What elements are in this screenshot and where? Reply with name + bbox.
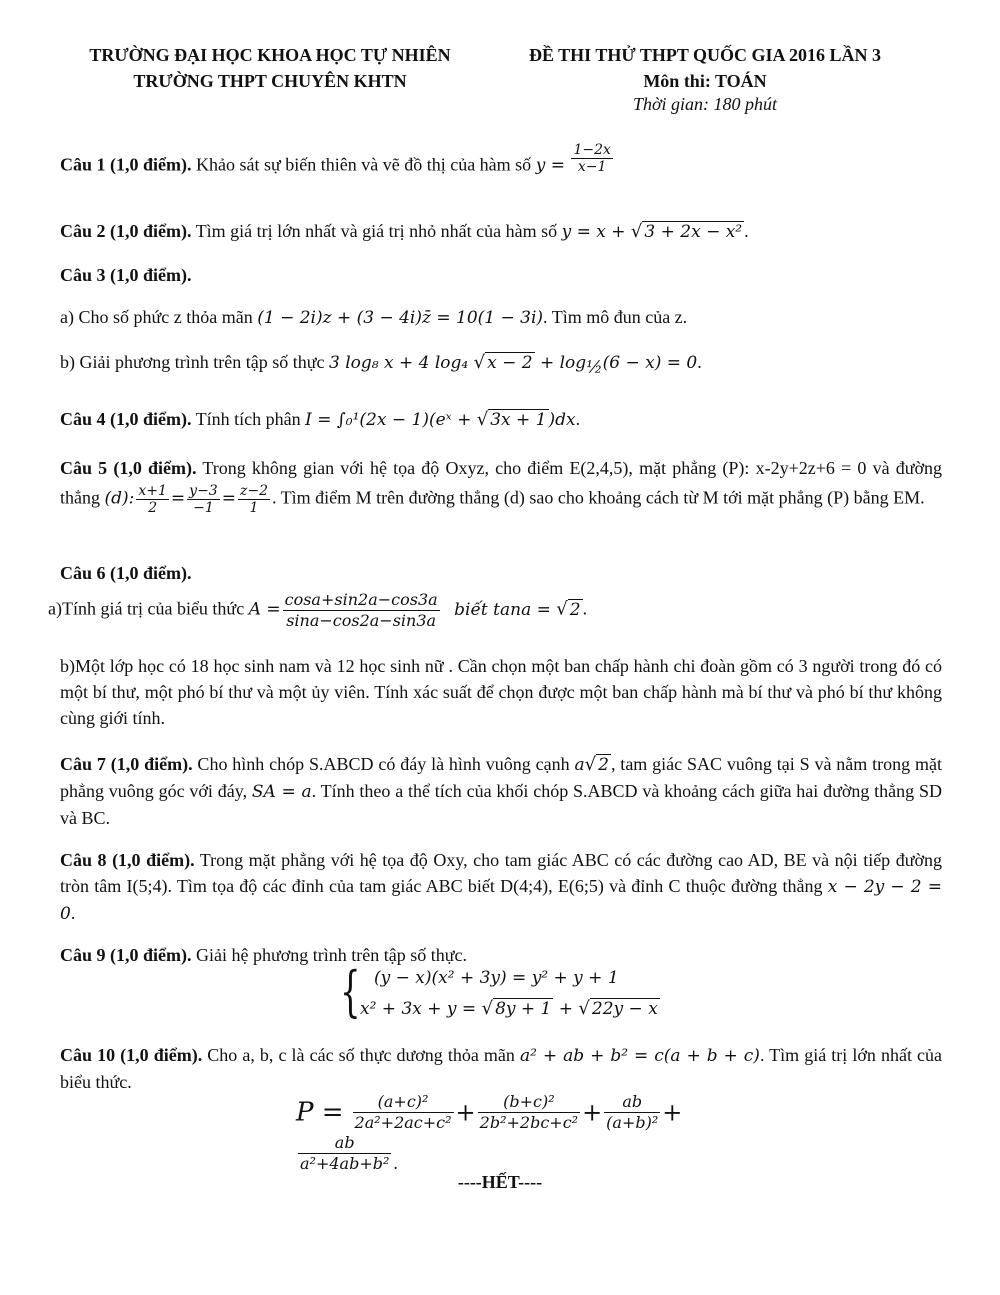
exam-time: Thời gian: 180 phút <box>632 94 778 114</box>
sqrt-sign: √ <box>578 998 590 1019</box>
fraction-numerator: 1−2x <box>573 142 611 158</box>
question-text: , tam giác SAC vuông tại S và nằm trong mặt phẳng vuông góc với đáy, <box>60 754 942 801</box>
function-fraction <box>571 142 612 175</box>
part-text: a)Tính giá trị của biểu thức <box>48 598 249 619</box>
exam-header <box>490 42 920 94</box>
sqrt-sign: √ <box>481 998 494 1019</box>
condition: a² + ab + b² = c(a + b + c) <box>519 1046 760 1066</box>
question-label: Câu 7 (1,0 điểm). <box>60 754 193 774</box>
complex-equation: (1 − 2i)z + (3 − 4i)z̄ = 10(1 − 3i) <box>257 308 544 328</box>
radicand: 3x + 1 <box>490 410 547 430</box>
question-label: Câu 3 (1,0 điểm). <box>60 265 192 285</box>
fraction-numerator: ab <box>622 1092 643 1111</box>
question-1 <box>60 142 942 183</box>
question-text: . Tìm điểm M trên đường thẳng (d) sao cho khoảng cách từ M tới mặt phẳng (P) bằng EM. <box>271 487 925 508</box>
question-7 <box>60 751 942 831</box>
log-expr: (6 − x) = 0 <box>602 353 698 373</box>
radicand: x − 2 <box>487 353 533 373</box>
question-6a <box>48 590 930 631</box>
fraction-numerator: (b+c)² <box>503 1092 555 1111</box>
plus: + <box>553 999 579 1019</box>
part-text: b) Giải phương trình trên tập số thực <box>60 352 329 372</box>
fraction-numerator: cosa+sin2a−cos3a <box>284 590 438 609</box>
question-text: Giải hệ phương trình trên tập số thực. <box>191 945 467 965</box>
sqrt-sign: √ <box>630 221 643 242</box>
fraction-numerator: ab <box>334 1133 355 1152</box>
question-6 <box>60 560 942 586</box>
fraction-denominator: 2 <box>136 499 169 516</box>
fraction-denominator: 2b²+2bc+c² <box>479 1113 579 1132</box>
part-text: b)Một lớp học có 18 học sinh nam và 12 học sinh nữ . Cần chọn một ban chấp hành chi đoàn gồm có 3 người trong đó có một bí thư, một phó bí thư và một ủy viên. Tính xác suất để chọn được một ban chấp hành mà bí thư và phó bí thư không cùng giới tính. <box>60 656 942 728</box>
radicand: 3 + 2x − x² <box>644 222 743 242</box>
school-header <box>60 42 480 94</box>
plus: + <box>582 1098 603 1127</box>
equation-2 <box>360 998 660 1019</box>
log-base: ½ <box>586 357 603 378</box>
sqrt-sign: √ <box>476 409 489 430</box>
line-label: (d): <box>104 488 135 509</box>
brace: { <box>340 960 361 1023</box>
p-lhs: P = <box>296 1097 344 1128</box>
question-3a <box>60 304 942 331</box>
question-label: Câu 9 (1,0 điểm). <box>60 945 192 965</box>
question-3 <box>60 262 942 288</box>
integral-expr: )dx <box>548 410 576 430</box>
sqrt-sign: √ <box>556 598 568 620</box>
question-6b <box>60 653 942 731</box>
question-label: Câu 5 (1,0 điểm). <box>60 458 197 478</box>
equation-1: (y − x)(x² + 3y) = y² + y + 1 <box>374 968 619 988</box>
side-var: a <box>574 755 585 775</box>
sqrt-sign: √ <box>584 754 597 775</box>
question-label: Câu 1 (1,0 điểm). <box>60 154 192 175</box>
fraction-denominator: sina−cos2a−sin3a <box>283 610 440 631</box>
question-10 <box>60 1042 942 1095</box>
question-text: Trong mặt phẳng với hệ tọa độ Oxy, cho tam giác ABC có các đường cao AD, BE và nội tiếp đường tròn tâm I(5;4). Tìm tọa độ các đỉnh của tam giác ABC biết D(4;4), E(6;5) và đỉnh C thuộc đường thẳng <box>60 850 942 896</box>
radicand: 2 <box>569 599 581 620</box>
question-label: Câu 2 (1,0 điểm). <box>60 221 192 241</box>
question-8 <box>60 847 942 927</box>
expr-lhs: A = <box>248 599 281 620</box>
function-expr: y = x + <box>561 222 631 242</box>
question-5: Câu 5 (1,0 điểm). Trong không gian với hệ tọa độ Oxyz, cho điểm E(2,4,5), mặt phẳng (P): x-2y+2z+6 = 0 và đường thẳng (d): $\frac{x+1}{2}$ = $\frac{y-3}{-1}$ = $\frac{z-2}{1}$ . Tìm điểm M trên đường thẳng (d) sao cho khoảng cách từ M tới mặt phẳng (P) bằng EM. <box>60 458 943 516</box>
question-9 <box>60 942 942 968</box>
fraction-denominator: 1 <box>238 499 270 516</box>
question-text: Tính tích phân <box>191 409 306 429</box>
fraction-denominator: a²+4ab+b² <box>300 1154 390 1173</box>
fraction-numerator: (a+c)² <box>377 1092 429 1111</box>
end-marker: ----HẾT---- <box>457 1172 543 1192</box>
fraction-denominator: (a+b)² <box>606 1113 659 1132</box>
p-expression <box>296 1092 736 1173</box>
line-fraction-1 <box>136 483 169 516</box>
radicand: 2 <box>598 755 609 775</box>
integral-expr: I = ∫₀¹(2x − 1)(eˣ + <box>305 410 477 430</box>
eq2-lhs: x² + 3x + y = <box>360 999 482 1019</box>
term-3 <box>604 1092 660 1133</box>
fraction-numerator: z−2 <box>239 483 268 499</box>
question-2 <box>60 218 942 245</box>
school-name: TRƯỜNG THPT CHUYÊN KHTN <box>133 71 407 91</box>
log-expr: 3 log₈ x + 4 log₄ <box>328 353 474 373</box>
radicand: 22y − x <box>591 999 658 1019</box>
fraction-denominator: 2a²+2ac+c² <box>354 1113 452 1132</box>
term-1 <box>353 1092 454 1133</box>
equation-system <box>340 960 700 1024</box>
question-label: Câu 10 (1,0 điểm). <box>60 1045 203 1065</box>
period: . <box>582 598 588 619</box>
fraction-numerator: y−3 <box>189 483 218 499</box>
line-fraction-2 <box>187 483 220 516</box>
line-fraction-3 <box>238 483 270 516</box>
period: . <box>70 903 76 923</box>
fraction-denominator: x−1 <box>571 158 612 175</box>
term-2 <box>478 1092 580 1133</box>
fraction-denominator: −1 <box>187 499 220 516</box>
question-3b <box>60 349 942 381</box>
sa-expr: SA = a <box>251 782 312 802</box>
fraction-numerator: x+1 <box>138 483 167 499</box>
question-text: . Tìm giá trị lớn nhất của biểu thức. <box>60 1045 942 1092</box>
period: . <box>744 221 749 241</box>
university-name: TRƯỜNG ĐẠI HỌC KHOA HỌC TỰ NHIÊN <box>89 45 451 65</box>
trig-fraction <box>283 590 440 631</box>
part-text: a) Cho số phức z thỏa mãn <box>60 307 258 327</box>
exam-title: ĐỀ THI THỬ THPT QUỐC GIA 2016 LẦN 3 <box>528 45 882 65</box>
period: . <box>575 409 581 429</box>
question-label: Câu 6 (1,0 điểm). <box>60 563 192 583</box>
plus: + <box>662 1098 683 1127</box>
question-text: . Tính theo a thể tích của khối chóp S.ABCD và khoảng cách giữa hai đường thẳng SD và BC. <box>60 781 942 828</box>
radicand: 8y + 1 <box>495 999 552 1019</box>
period: . <box>393 1153 398 1173</box>
term-4 <box>298 1133 391 1174</box>
period: . <box>697 352 702 372</box>
question-text: Trong không gian với hệ tọa độ Oxyz, cho điểm E(2,4,5), mặt phẳng (P): x-2y+2z+6 = 0 và đường thẳng <box>60 458 943 508</box>
line-equation: x − 2y − 2 = 0 <box>60 877 942 924</box>
question-text: Khảo sát sự biến thiên và vẽ đồ thị của hàm số <box>191 154 536 175</box>
question-4 <box>60 406 942 433</box>
sqrt-sign: √ <box>473 352 486 373</box>
question-label: Câu 8 (1,0 điểm). <box>60 850 195 870</box>
question-label: Câu 4 (1,0 điểm). <box>60 409 192 429</box>
function-lhs: y = <box>535 155 565 176</box>
exam-subject: Môn thi: TOÁN <box>643 71 767 91</box>
plus: + <box>455 1098 476 1127</box>
part-end: . Tìm mô đun của z. <box>543 307 688 327</box>
log-expr: + log <box>534 353 587 373</box>
question-text: Cho a, b, c là các số thực dương thỏa mãn <box>202 1045 520 1065</box>
condition: biết tana = <box>454 599 557 620</box>
question-text: Tìm giá trị lớn nhất và giá trị nhỏ nhất của hàm số <box>191 221 562 241</box>
question-text: Cho hình chóp S.ABCD có đáy là hình vuông cạnh <box>192 754 575 774</box>
